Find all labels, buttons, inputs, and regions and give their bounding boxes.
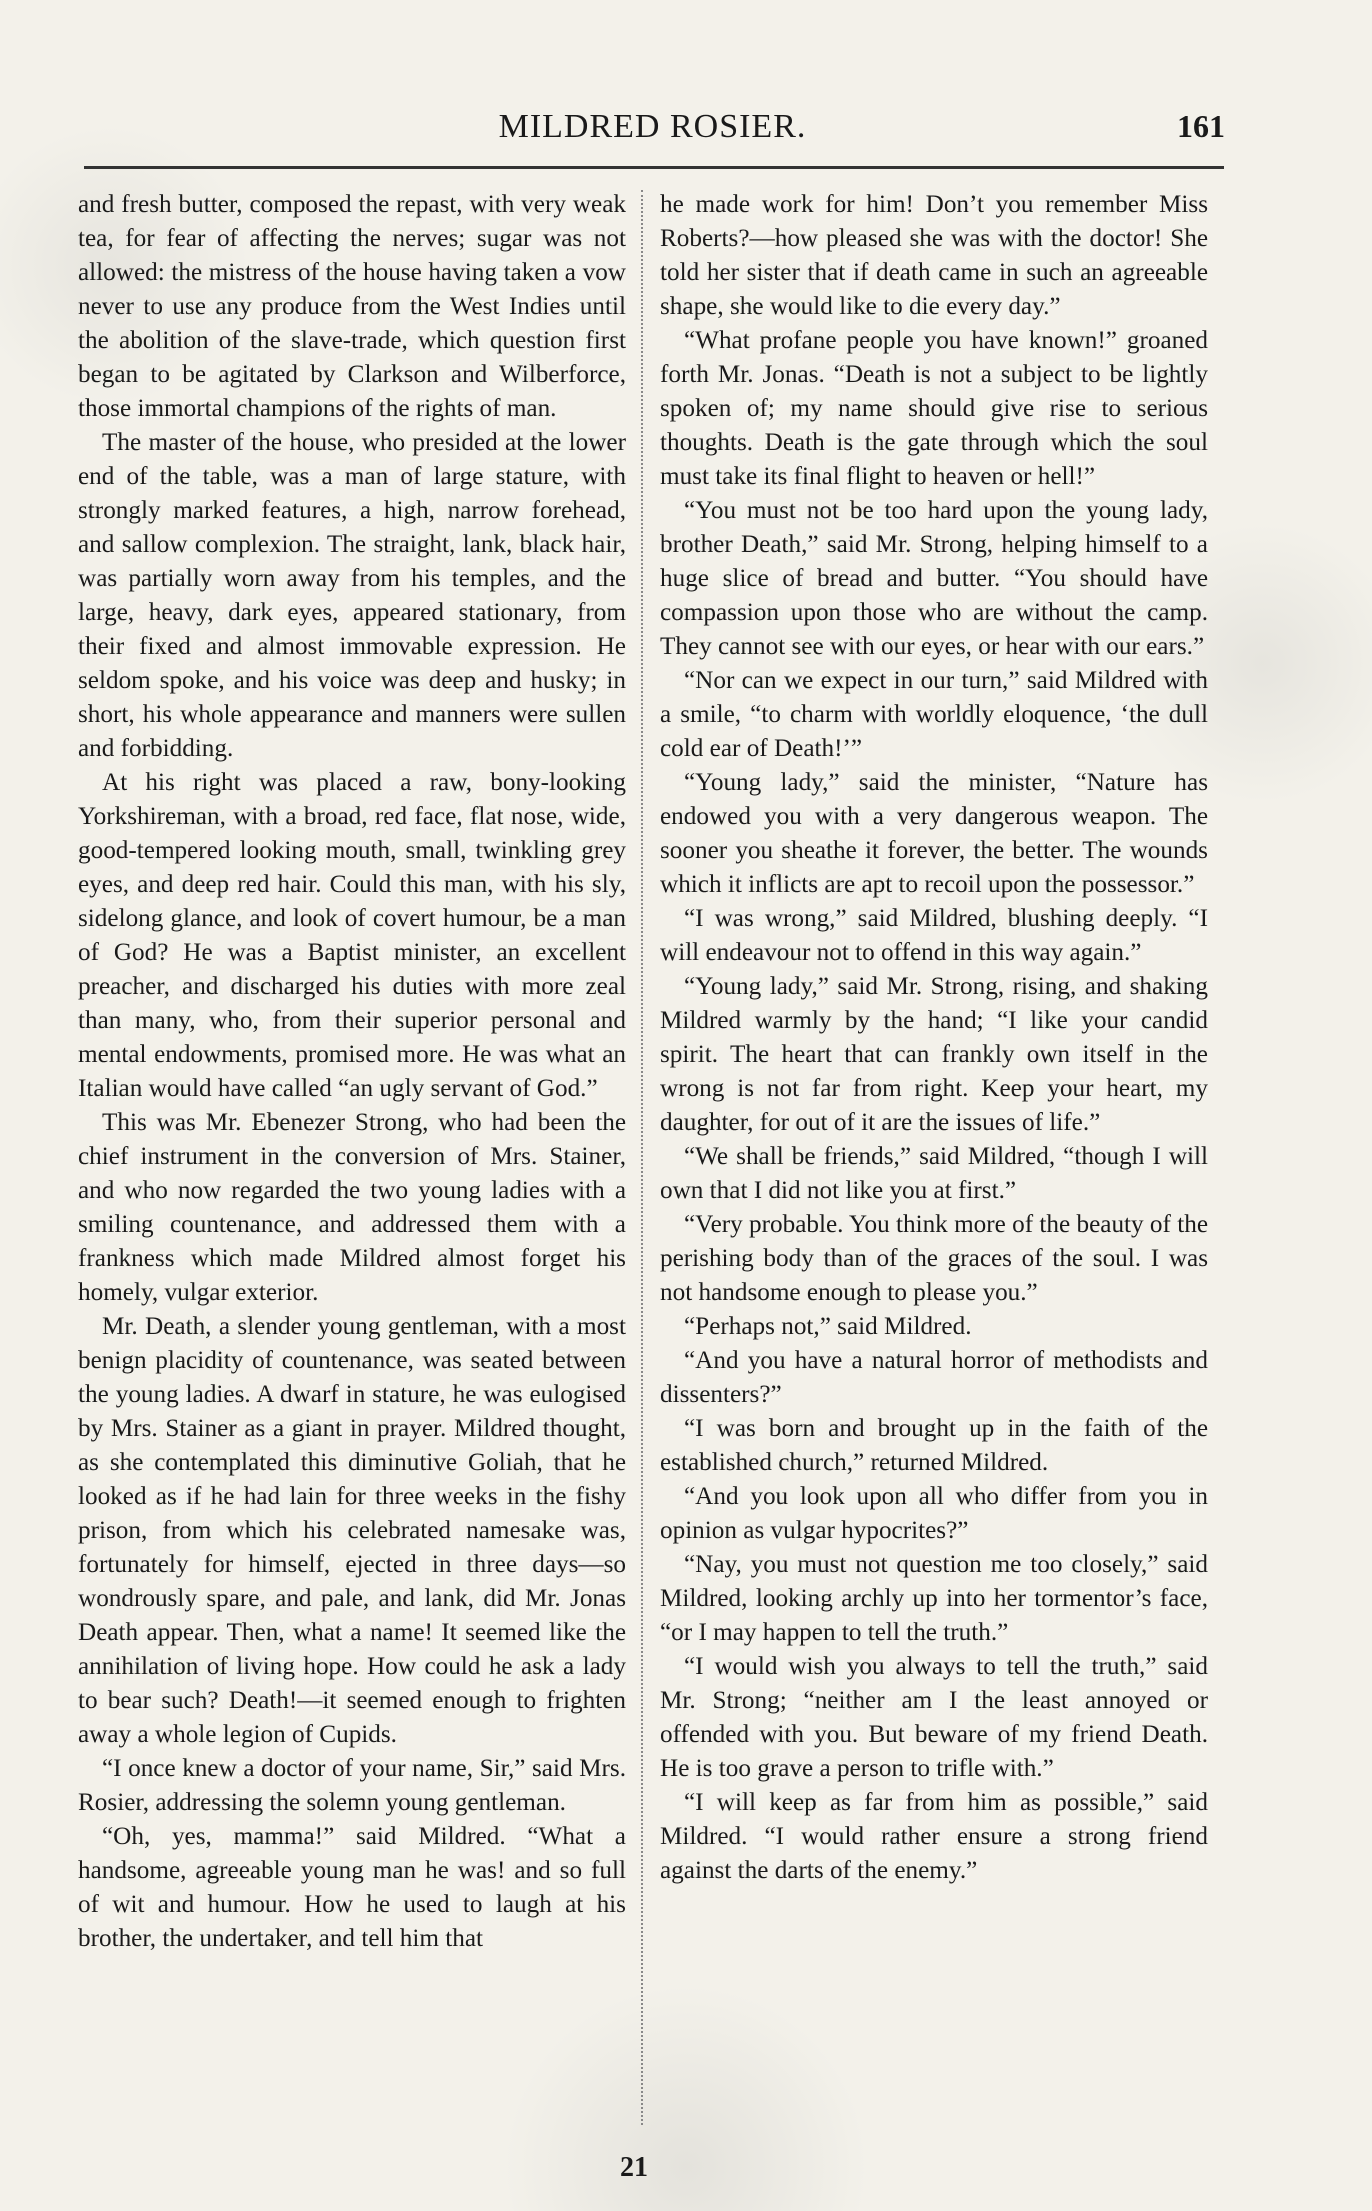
paragraph: “And you look upon all who differ from you in opinion as vulgar hypocrites?” bbox=[660, 1483, 1208, 1544]
paragraph: “Young lady,” said Mr. Strong, rising, and shaking Mildred warmly by the hand; “I like your candid spirit. The heart that can frankly own itself in the wrong is not far from right. Keep your heart, my daughter, for out of it are the issues of life.” bbox=[660, 973, 1208, 1136]
left-column bbox=[78, 188, 626, 1956]
paragraph: “Oh, yes, mamma!” said Mildred. “What a handsome, agreeable young man he was! and so full of wit and humour. How he used to laugh at his brother, the undertaker, and tell him that bbox=[78, 1823, 626, 1952]
page-header bbox=[80, 108, 1225, 154]
paragraph: “I was born and brought up in the faith of the established church,” returned Mildred. bbox=[660, 1415, 1208, 1476]
running-title: MILDRED ROSIER. bbox=[498, 108, 807, 145]
right-column bbox=[660, 188, 1208, 1888]
column-divider bbox=[641, 190, 643, 2125]
paragraph: he made work for him! Don’t you remember Miss Roberts?—how pleased she was with the doctor! She told her sister that if death came in such an agreeable shape, she would like to die every day.” bbox=[660, 191, 1208, 320]
paragraph: This was Mr. Ebenezer Strong, who had been the chief instrument in the conversion of Mrs. Stainer, and who now regarded the two young ladies with a smiling countenance, and addressed them with a frankness which made Mildred almost forget his homely, vulgar exterior. bbox=[78, 1109, 626, 1306]
header-rule bbox=[84, 166, 1224, 169]
signature-mark: 21 bbox=[620, 2152, 648, 2183]
paragraph: The master of the house, who presided at the lower end of the table, was a man of large stature, with strongly marked features, a high, narrow forehead, and sallow complexion. The straight, lank, black hair, was partially worn away from his temples, and the large, heavy, dark eyes, appeared stationary, from their fixed and almost immovable expression. He seldom spoke, and his voice was deep and husky; in short, his whole appearance and manners were sullen and forbidding. bbox=[78, 429, 626, 762]
paragraph: “Nor can we expect in our turn,” said Mildred with a smile, “to charm with worldly eloquence, ‘the dull cold ear of Death!’” bbox=[660, 667, 1208, 762]
paragraph: “What profane people you have known!” groaned forth Mr. Jonas. “Death is not a subject to be lightly spoken of; my name should give rise to serious thoughts. Death is the gate through which the soul must take its final flight to heaven or hell!” bbox=[660, 327, 1208, 490]
page-number: 161 bbox=[1177, 108, 1225, 144]
paragraph: “I was wrong,” said Mildred, blushing deeply. “I will endeavour not to offend in this way again.” bbox=[660, 905, 1208, 966]
paragraph: “Young lady,” said the minister, “Nature has endowed you with a very dangerous weapon. The sooner you sheathe it forever, the better. The wounds which it inflicts are apt to recoil upon the possessor.” bbox=[660, 769, 1208, 898]
paragraph: “I would wish you always to tell the truth,” said Mr. Strong; “neither am I the least annoyed or offended with you. But beware of my friend Death. He is too grave a person to trifle with.” bbox=[660, 1653, 1208, 1782]
paragraph: “I once knew a doctor of your name, Sir,” said Mrs. Rosier, addressing the solemn young gentleman. bbox=[78, 1755, 626, 1816]
paragraph: Mr. Death, a slender young gentleman, with a most benign placidity of countenance, was seated between the young ladies. A dwarf in stature, he was eulogised by Mrs. Stainer as a giant in prayer. Mildred thought, as she contemplated this diminutive Goliah, that he looked as if he had lain for three weeks in the fishy prison, from which his celebrated namesake was, fortunately for himself, ejected in three days—so wondrously spare, and pale, and lank, did Mr. Jonas Death appear. Then, what a name! It seemed like the annihilation of living hope. How could he ask a lady to bear such? Death!—it seemed enough to frighten away a whole legion of Cupids. bbox=[78, 1313, 626, 1748]
paragraph: “And you have a natural horror of methodists and dissenters?” bbox=[660, 1347, 1208, 1408]
paragraph: At his right was placed a raw, bony-looking Yorkshireman, with a broad, red face, flat nose, wide, good-tempered looking mouth, small, twinkling grey eyes, and deep red hair. Could this man, with his sly, sidelong glance, and look of covert humour, be a man of God? He was a Baptist minister, an excellent preacher, and discharged his duties with more zeal than many, who, from their superior personal and mental endowments, promised more. He was what an Italian would have called “an ugly servant of God.” bbox=[78, 769, 626, 1102]
paragraph: “You must not be too hard upon the young lady, brother Death,” said Mr. Strong, helping himself to a huge slice of bread and butter. “You should have compassion upon those who are without the camp. They cannot see with our eyes, or hear with our ears.” bbox=[660, 497, 1208, 660]
paragraph: “I will keep as far from him as possible,” said Mildred. “I would rather ensure a strong friend against the darts of the enemy.” bbox=[660, 1789, 1208, 1884]
paragraph: “Perhaps not,” said Mildred. bbox=[684, 1313, 972, 1340]
paragraph: and fresh butter, composed the repast, with very weak tea, for fear of affecting the nerves; sugar was not allowed: the mistress of the house having taken a vow never to use any produce from the West Indies until the abolition of the slave-trade, which question first began to be agitated by Clarkson and Wilberforce, those immortal champions of the rights of man. bbox=[78, 191, 626, 422]
paragraph: “We shall be friends,” said Mildred, “though I will own that I did not like you at first.” bbox=[660, 1143, 1208, 1204]
paragraph: “Very probable. You think more of the beauty of the perishing body than of the graces of the soul. I was not handsome enough to please you.” bbox=[660, 1211, 1208, 1306]
paragraph: “Nay, you must not question me too closely,” said Mildred, looking archly up into her tormentor’s face, “or I may happen to tell the truth.” bbox=[660, 1551, 1208, 1646]
